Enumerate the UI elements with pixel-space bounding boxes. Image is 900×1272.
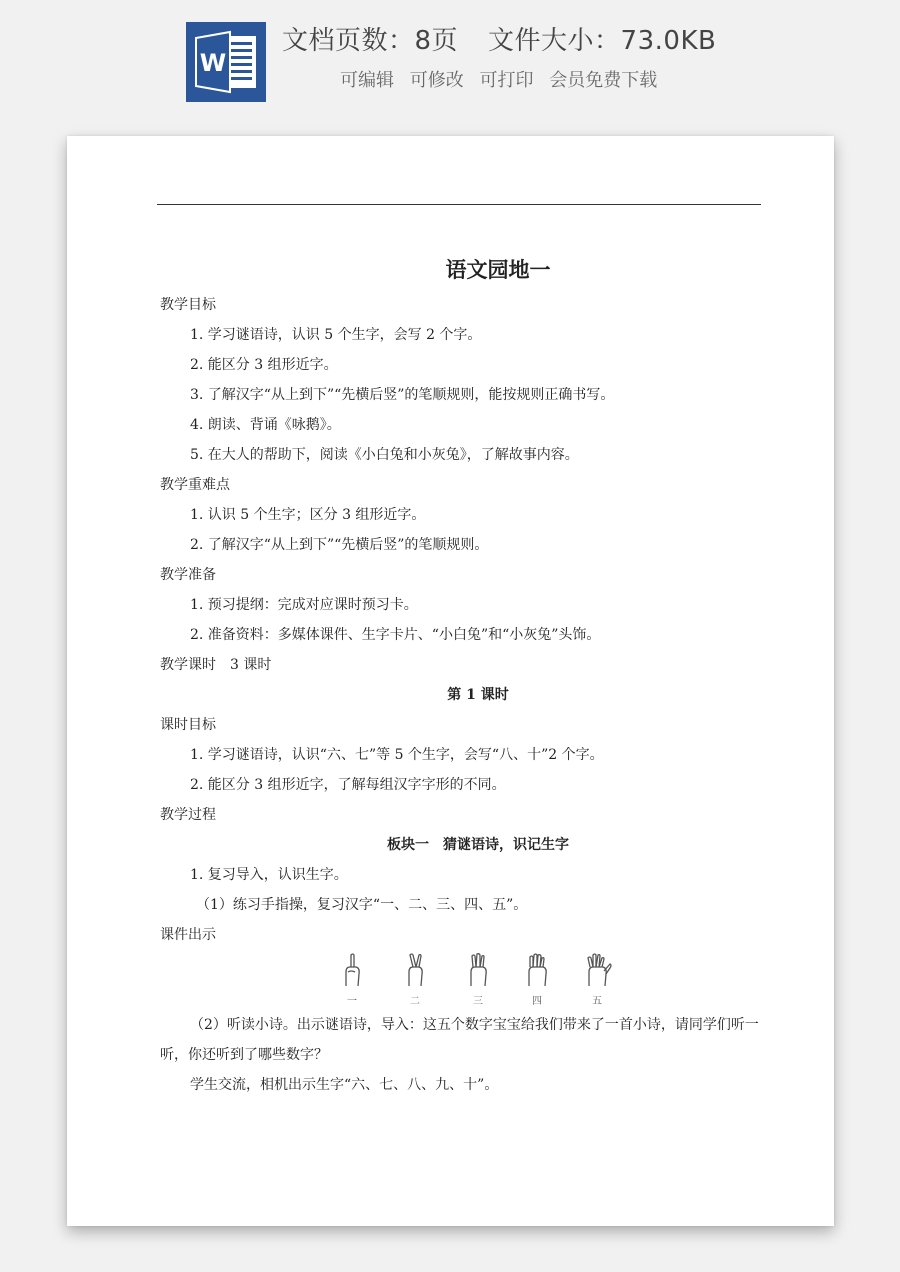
lesson-goals-heading: 课时目标 [160, 717, 216, 733]
process-heading: 教学过程 [160, 807, 216, 823]
lesson-goal-item: 1. 学习谜语诗，认识“六、七”等 5 个生字，会写“八、十”2 个字。 [190, 747, 604, 763]
hand-three [458, 952, 498, 1010]
prep-heading: 教学准备 [160, 567, 216, 583]
feature-member-download: 会员免费下载 [549, 70, 658, 91]
hand-label: 四 [532, 996, 542, 1007]
key-point-item: 2. 了解汉字“从上到下”“先横后竖”的笔顺规则。 [190, 537, 489, 553]
step-3: 学生交流，相机出示生字“六、七、八、九、十”。 [190, 1077, 499, 1093]
block-title: 板块一 猜谜语诗，识记生字 [387, 837, 569, 853]
word-icon-letter: W [199, 49, 227, 77]
hand-four [517, 952, 557, 1010]
feature-modifiable: 可修改 [409, 70, 464, 91]
step-1-sub: （1）练习手指操，复习汉字“一、二、三、四、五”。 [196, 897, 528, 913]
feature-printable: 可打印 [479, 70, 534, 91]
hand-two-icon [401, 952, 429, 988]
goals-heading: 教学目标 [160, 297, 216, 313]
lesson-goal-item: 2. 能区分 3 组形近字，了解每组汉字字形的不同。 [190, 777, 506, 793]
download-banner [0, 0, 900, 130]
file-size: 文件大小：73.0KB [488, 26, 717, 56]
goal-item: 1. 学习谜语诗，认识 5 个生字，会写 2 个字。 [190, 327, 482, 343]
lesson-title: 第 1 课时 [447, 687, 509, 703]
hand-five [577, 952, 617, 1010]
hand-label: 三 [473, 996, 483, 1007]
hand-five-icon [582, 952, 612, 988]
key-points-heading: 教学重难点 [160, 477, 230, 493]
hand-one [332, 952, 372, 1010]
goal-item: 3. 了解汉字“从上到下”“先横后竖”的笔顺规则，能按规则正确书写。 [190, 387, 615, 403]
doc-info [282, 20, 716, 57]
hand-label: 二 [410, 996, 420, 1007]
courseware-label: 课件出示 [160, 927, 216, 943]
hand-three-icon [464, 952, 492, 988]
document-content [160, 256, 766, 1100]
goal-item: 2. 能区分 3 组形近字。 [190, 357, 338, 373]
key-point-item: 1. 认识 5 个生字；区分 3 组形近字。 [190, 507, 426, 523]
hand-four-icon [523, 952, 551, 988]
goal-item: 4. 朗读、背诵《咏鹅》。 [190, 417, 341, 433]
hand-one-icon [338, 952, 366, 988]
hand-label: 一 [347, 996, 357, 1007]
page-count: 文档页数：8页 [282, 26, 459, 56]
hand-label: 五 [592, 996, 602, 1007]
feature-list [340, 66, 667, 92]
header-rule [157, 204, 761, 205]
word-icon [186, 22, 266, 102]
step-1: 1. 复习导入，认识生字。 [190, 867, 348, 883]
step-2: （2）听读小诗。出示谜语诗，导入：这五个数字宝宝给我们带来了一首小诗，请同学们听一听，你还听到了哪些数字？ [160, 1017, 759, 1063]
document-title: 语文园地一 [445, 257, 551, 282]
document-page [67, 136, 834, 1226]
hand-two [395, 952, 435, 1010]
feature-editable: 可编辑 [340, 70, 394, 91]
teaching-hours: 教学课时 3 课时 [160, 657, 272, 673]
prep-item: 1. 预习提纲：完成对应课时预习卡。 [190, 597, 418, 613]
prep-item: 2. 准备资料：多媒体课件、生字卡片、“小白兔”和“小灰兔”头饰。 [190, 627, 601, 643]
finger-counting-figure [160, 950, 766, 1010]
goal-item: 5. 在大人的帮助下，阅读《小白兔和小灰兔》，了解故事内容。 [190, 447, 579, 463]
